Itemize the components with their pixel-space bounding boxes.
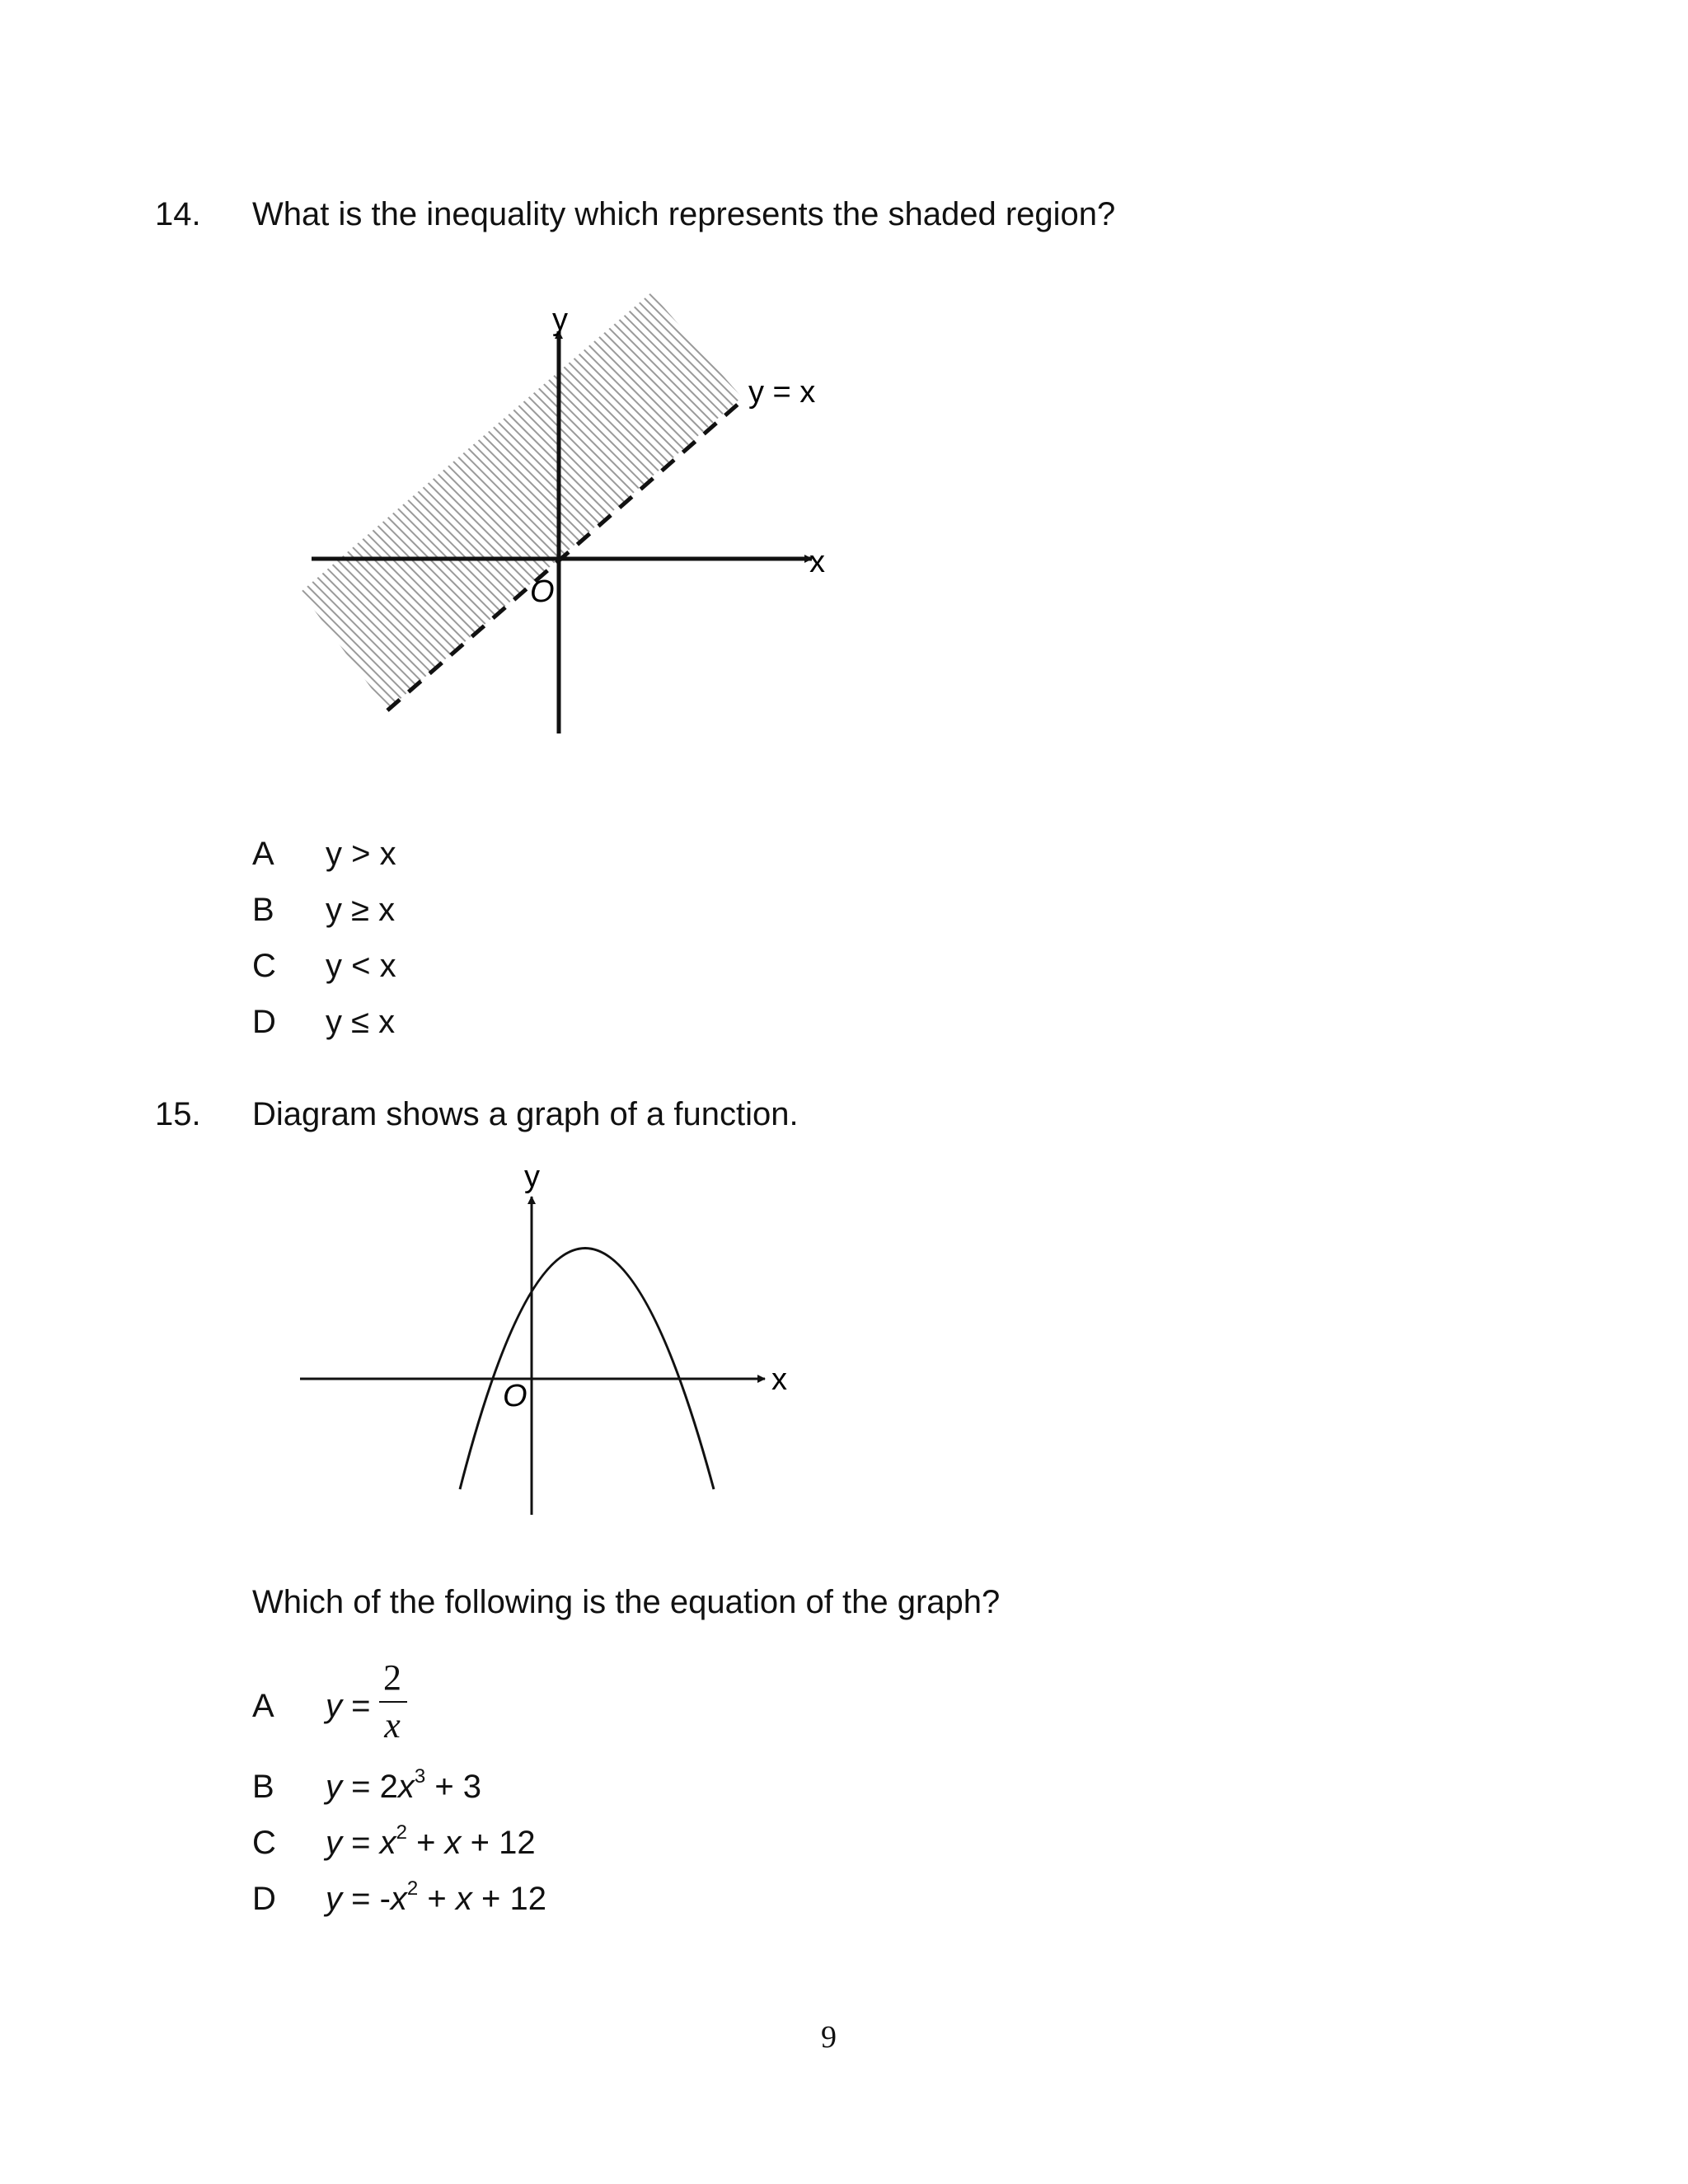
variable-y: y (326, 1825, 342, 1861)
eq-part: + (418, 1881, 456, 1917)
variable-y: y (326, 1688, 342, 1724)
eq-part: = - (342, 1881, 391, 1917)
line-label: y = x (748, 375, 816, 410)
option-letter: A (252, 836, 274, 872)
eq-part: = 2 (342, 1769, 398, 1805)
eq-part: + (406, 1825, 445, 1861)
exponent: 2 (406, 1877, 419, 1900)
eq-part: + 12 (471, 1881, 546, 1917)
option-letter: C (252, 948, 276, 984)
option-letter: C (252, 1825, 276, 1861)
eq-part: + 12 (461, 1825, 536, 1861)
y-axis-label: y (552, 302, 568, 337)
fraction-bar (379, 1701, 407, 1703)
origin-label: O (530, 574, 555, 609)
variable-x: x (444, 1825, 462, 1861)
equals-sign: = (342, 1688, 371, 1724)
option-text: y > x (326, 836, 396, 872)
option-text: y ≤ x (326, 1004, 396, 1040)
question-15-text: Which of the following is the equation of the graph? (252, 1584, 1001, 1620)
variable-x: x (390, 1881, 407, 1917)
question-14-number: 14. (155, 196, 201, 232)
parabola-curve (460, 1249, 714, 1490)
variable-x: x (379, 1825, 396, 1861)
option-b-equation (326, 1765, 482, 1806)
exponent: 3 (414, 1765, 426, 1788)
option-a-equation (326, 1688, 370, 1725)
fraction (376, 1657, 409, 1755)
eq-part: + 3 (425, 1769, 482, 1805)
eq-part: = (342, 1825, 380, 1861)
option-letter: A (252, 1688, 274, 1724)
option-text: y ≥ x (326, 892, 396, 928)
inequality-graph (247, 280, 874, 758)
option-c-equation (326, 1821, 536, 1862)
variable-y: y (326, 1769, 342, 1805)
exponent: 2 (396, 1821, 407, 1844)
option-text: y < x (326, 948, 396, 984)
question-15-number: 15. (155, 1096, 201, 1132)
variable-y: y (326, 1881, 342, 1917)
x-axis-label: x (809, 545, 825, 579)
option-letter: D (252, 1004, 276, 1040)
question-15-intro: Diagram shows a graph of a function. (252, 1096, 799, 1132)
y-axis-label: y (524, 1160, 540, 1194)
origin-label: O (503, 1379, 528, 1413)
page-number: 9 (821, 2020, 837, 2055)
shaded-region (301, 293, 742, 710)
option-letter: D (252, 1881, 276, 1917)
fraction-denominator: x (384, 1705, 401, 1746)
option-letter: B (252, 1769, 274, 1805)
option-letter: B (252, 892, 274, 928)
option-d-equation (326, 1877, 546, 1918)
question-14-text: What is the inequality which represents the shaded region? (252, 196, 1116, 232)
function-graph (247, 1146, 841, 1533)
variable-x: x (397, 1769, 415, 1805)
variable-x: x (455, 1881, 472, 1917)
x-axis-label: x (771, 1362, 787, 1397)
fraction-numerator: 2 (383, 1657, 401, 1698)
